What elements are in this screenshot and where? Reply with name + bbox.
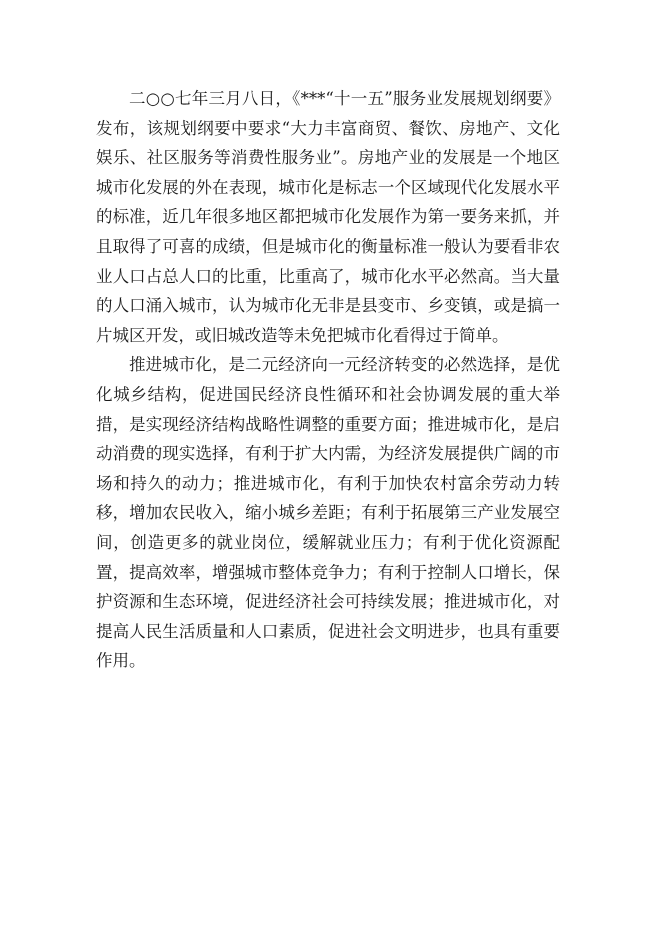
document-body [96, 84, 560, 676]
paragraph-2: 推进城市化，是二元经济向一元经济转变的必然选择，是优化城乡结构，促进国民经济良性循环和社会协调发展的重大举措，是实现经济结构战略性调整的重要方面；推进城市化，是启动消费的现实选择，有利于扩大内需，为经济发展提供广阔的市场和持久的动力；推进城市化，有利于加快农村富余劳动力转移，增加农民收入，缩小城乡差距；有利于拓展第三产业发展空间，创造更多的就业岗位，缓解就业压力；有利于优化资源配置，提高效率，增强城市整体竞争力；有利于控制人口增长，保护资源和生态环境，促进经济社会可持续发展；推进城市化，对提高人民生活质量和人口素质，促进社会文明进步，也具有重要作用。 [96, 355, 560, 671]
paragraph-1: 二○○七年三月八日，《***“十一五”服务业发展规划纲要》发布，该规划纲要中要求“大力丰富商贸、餐饮、房地产、文化娱乐、社区服务等消费性服务业”。房地产业的发展是一个地区城市化发展的外在表现，城市化是标志一个区域现代化发展水平的标准，近几年很多地区都把城市化发展作为第一要务来抓，并且取得了可喜的成绩，但是城市化的衡量标准一般认为要看非农业人口占总人口的比重，比重高了，城市化水平必然高。当大量的人口涌入城市，认为城市化无非是县变市、乡变镇，或是搞一片城区开发，或旧城改造等未免把城市化看得过于简单。 [96, 89, 560, 345]
